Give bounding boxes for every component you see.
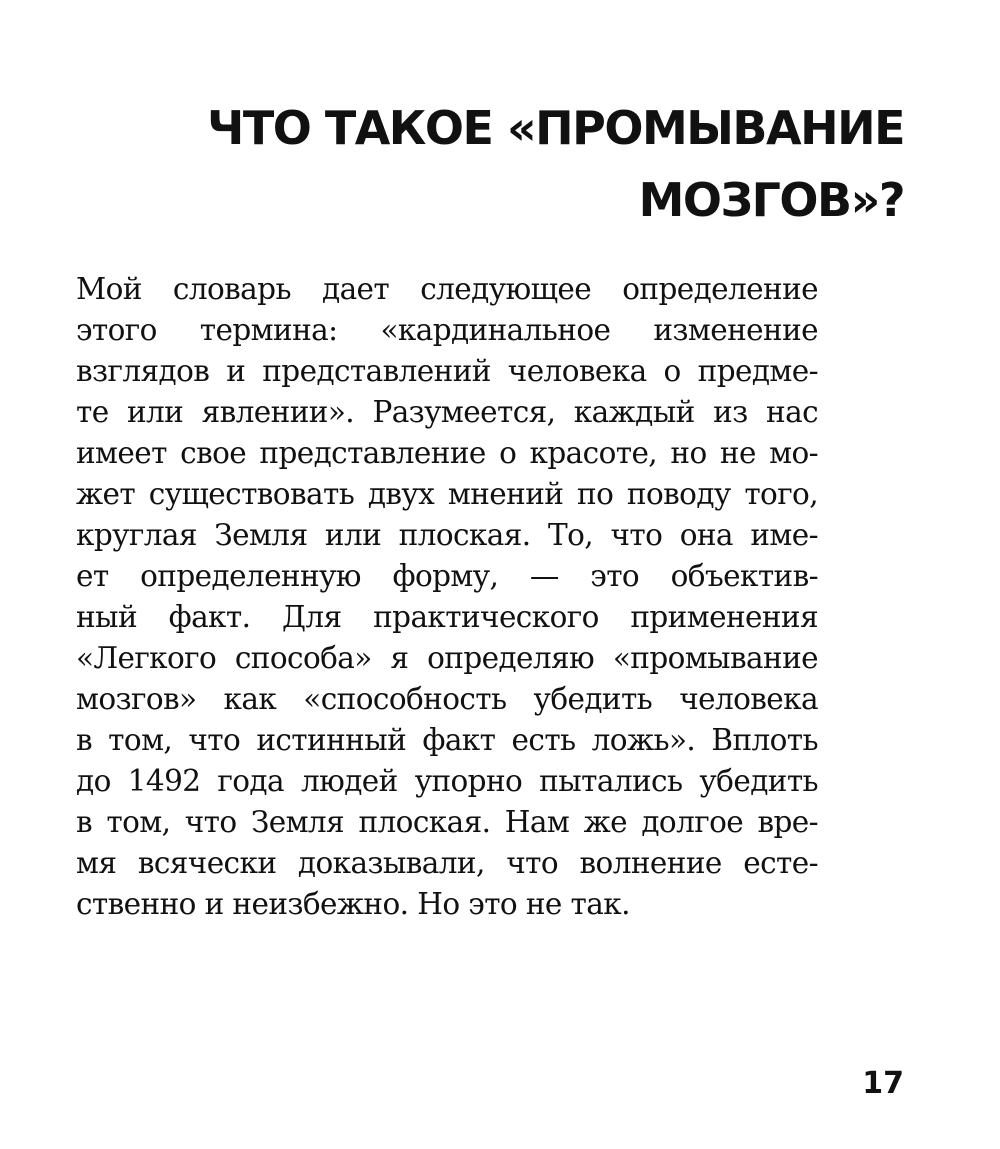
paragraph-line: мя всячески доказывали, что волнение есте- xyxy=(76,846,818,880)
paragraph-line: жет существовать двух мнений по поводу того, xyxy=(76,477,818,511)
paragraph-line: взглядов и представлений человека о предме- xyxy=(76,354,818,388)
body-paragraph xyxy=(76,269,818,925)
paragraph-line: «Легкого способа» я определяю «промывание xyxy=(76,641,818,675)
paragraph-line: Мой словарь дает следующее определение xyxy=(76,272,818,306)
paragraph-line: имеет свое представление о красоте, но не мо- xyxy=(76,436,818,470)
paragraph-line: до 1492 года людей упорно пытались убедить xyxy=(76,764,818,798)
chapter-title-line-2: МОЗГОВ»? xyxy=(638,173,904,227)
paragraph-line: ет определенную форму, — это объектив- xyxy=(76,559,818,593)
paragraph-line: круглая Земля или плоская. То, что она име- xyxy=(76,518,818,552)
paragraph-line: ственно и неизбежно. Но это не так. xyxy=(76,887,630,921)
paragraph-line: мозгов» как «способность убедить человека xyxy=(76,682,818,716)
paragraph-line: этого термина: «кардинальное изменение xyxy=(76,313,818,347)
paragraph-line: те или явлении». Разумеется, каждый из нас xyxy=(76,395,818,429)
chapter-title-line-1: ЧТО ТАКОЕ «ПРОМЫВАНИЕ xyxy=(207,101,904,155)
paragraph-line: в том, что истинный факт есть ложь». Вплоть xyxy=(76,723,818,757)
paragraph-line: в том, что Земля плоская. Нам же долгое вре- xyxy=(76,805,818,839)
page-number: 17 xyxy=(862,1066,904,1101)
chapter-title xyxy=(144,92,904,236)
paragraph-line: ный факт. Для практического применения xyxy=(76,600,818,634)
